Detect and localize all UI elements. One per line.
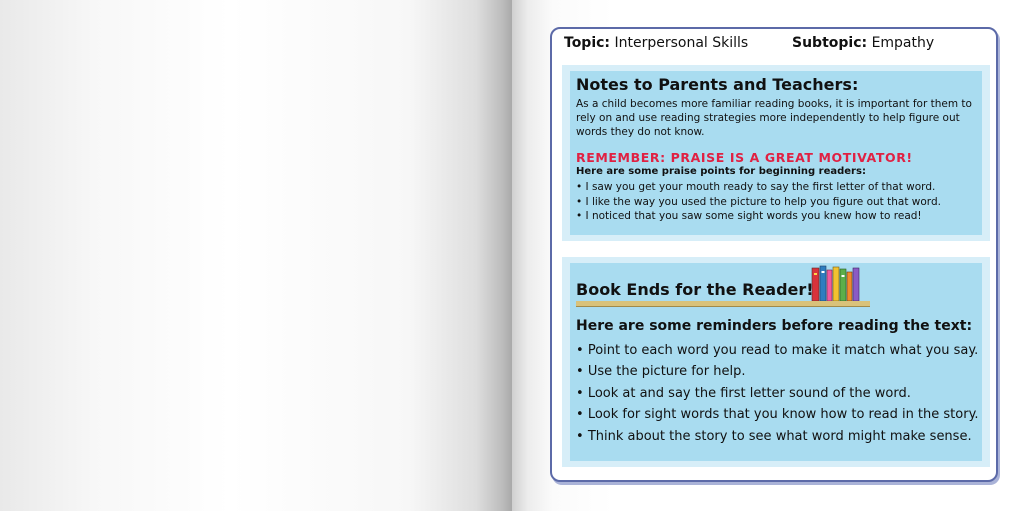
reminders-list: [576, 340, 979, 447]
reminder-item: • Point to each word you read to make it match what you say.: [576, 340, 979, 361]
topic: [564, 35, 748, 51]
reminder-item: • Look for sight words that you know how to read in the story.: [576, 404, 979, 425]
reminders-heading: Here are some reminders before reading the text:: [576, 318, 973, 334]
reminder-item: • Think about the story to see what word might make sense.: [576, 426, 979, 447]
reminder-item: • Look at and say the first letter sound of the word.: [576, 383, 979, 404]
subtopic: [792, 35, 934, 51]
praise-list: [576, 180, 941, 224]
topic-label: Topic:: [564, 35, 611, 51]
notes-panel-inner: [570, 71, 982, 235]
reminder-item: • Use the picture for help.: [576, 361, 979, 382]
remember-banner: REMEMBER: PRAISE IS A GREAT MOTIVATOR!: [576, 150, 913, 165]
subtopic-label: Subtopic:: [792, 35, 868, 51]
topic-line: [564, 35, 935, 51]
topic-value: Interpersonal Skills: [614, 35, 749, 51]
praise-heading: Here are some praise points for beginning readers:: [576, 166, 866, 177]
reader-panel: [562, 257, 990, 467]
notes-panel: [562, 65, 990, 241]
reader-panel-inner: [570, 263, 982, 461]
bookshelf-icon: [810, 265, 870, 303]
praise-item: • I noticed that you saw some sight words you knew how to read!: [576, 209, 941, 224]
subtopic-value: Empathy: [871, 35, 935, 51]
praise-item: • I like the way you used the picture to help you figure out that word.: [576, 195, 941, 210]
reader-title: Book Ends for the Reader!: [576, 280, 814, 299]
notes-body: As a child becomes more familiar reading books, it is important for them to rely on and use reading strategies more independently to help figure out words they do not know.: [576, 98, 972, 138]
info-card: [550, 27, 998, 482]
notes-title: Notes to Parents and Teachers:: [576, 75, 859, 94]
book-shelf: [576, 301, 870, 307]
praise-item: • I saw you get your mouth ready to say the first letter of that word.: [576, 180, 941, 195]
